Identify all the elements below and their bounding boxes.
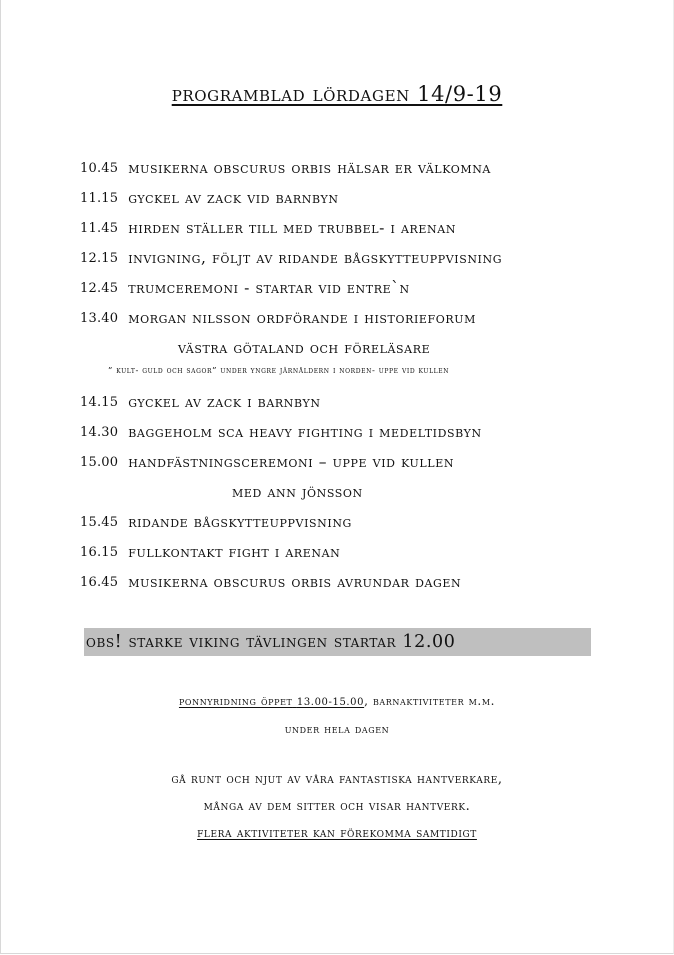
schedule-time: 14.15 — [80, 394, 119, 410]
schedule-row — [80, 447, 640, 477]
schedule-row — [80, 417, 640, 447]
schedule-row — [80, 537, 640, 567]
schedule-text: fullkontakt fight i arenan — [128, 543, 341, 561]
schedule-row — [80, 243, 640, 273]
pony-riding-text: ponnyridning öppet — [178, 694, 293, 708]
schedule-text: ridande bågskytteuppvisning — [128, 513, 352, 531]
closing-line-3: flera aktiviteter kan förekomma samtidigt — [197, 826, 477, 841]
notice-banner — [84, 628, 591, 656]
schedule-row — [80, 567, 640, 597]
schedule-text: gyckel av zack i barnbyn — [128, 393, 321, 411]
pony-riding-hours: 13.00-15.00 — [296, 697, 365, 708]
schedule-time: 15.00 — [80, 454, 119, 470]
schedule-row — [80, 153, 640, 183]
schedule-time: 16.15 — [80, 544, 119, 560]
schedule-text: invigning, följt av ridande bågskytteuppvisning — [128, 249, 503, 267]
morgan-continuation-text: västra götaland och föreläsare — [178, 339, 431, 357]
schedule-time: 16.45 — [80, 574, 119, 590]
closing-line-1: gå runt och njut av våra fantastiska hantverkare, — [171, 772, 503, 787]
pony-riding-label — [179, 694, 364, 708]
schedule-text: trumceremoni - startar vid entre`n — [128, 279, 410, 297]
schedule-text: handfästningsceremoni – uppe vid kullen — [128, 453, 455, 471]
schedule-row — [80, 303, 640, 333]
schedule-text: morgan nilsson ordförande i historieforum — [128, 309, 477, 327]
closing-line-2: många av dem sitter och visar hantverk. — [203, 799, 471, 814]
kids-activities-text: , barnaktiviteter m.m. — [364, 694, 496, 708]
schedule-time: 12.45 — [80, 280, 119, 296]
schedule-text: baggeholm sca heavy fighting i medeltidsbyn — [128, 423, 482, 441]
lecture-note: ” kult- guld och sagor” under yngre järnåldern i norden- uppe vid kullen — [108, 366, 450, 376]
schedule-time: 15.45 — [80, 514, 119, 530]
page-title: programblad lördagen 14/9-19 — [171, 82, 503, 106]
schedule-time: 11.15 — [80, 190, 119, 206]
schedule-row — [80, 183, 640, 213]
schedule-list — [80, 153, 640, 597]
schedule-time: 11.45 — [80, 220, 119, 236]
schedule-time: 12.15 — [80, 250, 119, 266]
schedule-text: musikerna obscurus orbis hälsar er välkomna — [128, 159, 491, 177]
handfastning-continuation-text: med ann jönsson — [232, 483, 363, 501]
schedule-time: 14.30 — [80, 424, 119, 440]
schedule-row — [80, 507, 640, 537]
schedule-text: gyckel av zack vid barnbyn — [128, 189, 339, 207]
schedule-time: 13.40 — [80, 310, 119, 326]
schedule-time: 10.45 — [80, 160, 119, 176]
notice-text: obs! starke viking tävlingen startar 12.00 — [86, 632, 456, 652]
schedule-text: hirden ställer till med trubbel- i arenan — [128, 219, 457, 237]
schedule-continuation — [80, 477, 640, 507]
whole-day-text: under hela dagen — [284, 722, 390, 736]
pony-riding-line — [0, 694, 674, 708]
schedule-row — [80, 387, 640, 417]
schedule-row — [80, 273, 640, 303]
schedule-text: musikerna obscurus orbis avrundar dagen — [128, 573, 462, 591]
schedule-row — [80, 213, 640, 243]
